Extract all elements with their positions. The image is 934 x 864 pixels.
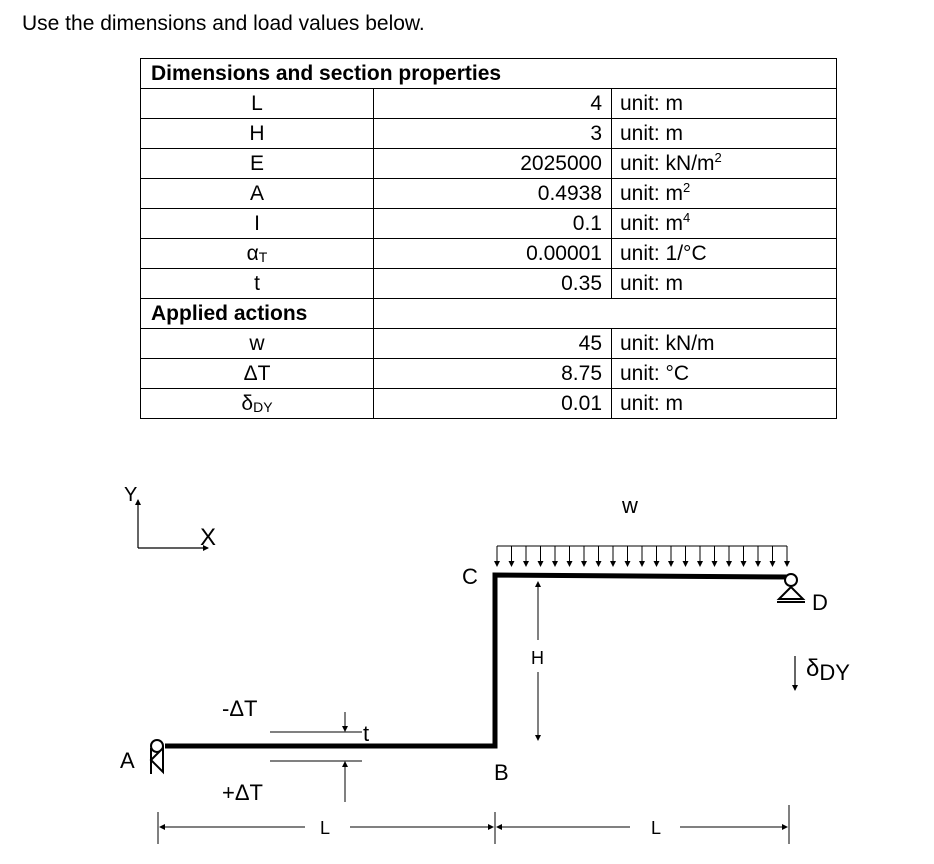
node-a-label: A: [120, 748, 135, 773]
unit-superscript: 4: [683, 209, 691, 225]
frame-members: [165, 575, 789, 746]
node-d-label: D: [812, 590, 828, 615]
symbol-subscript: DY: [253, 398, 273, 415]
node-c-label: C: [462, 564, 478, 589]
minus-delta-t-label: -ΔT: [222, 696, 258, 721]
dim-l-left-label: L: [320, 818, 331, 838]
unit-text: unit: m: [620, 271, 684, 295]
distributed-load: [497, 546, 787, 566]
symbol-cell: E: [141, 149, 374, 179]
symbol-cell: I: [141, 209, 374, 239]
load-w-label: w: [622, 493, 638, 518]
value-cell: 0.35: [374, 269, 612, 299]
section-title-actions: Applied actions: [141, 299, 374, 329]
delta-dy-label: [806, 655, 850, 685]
unit-text: unit: m: [620, 91, 684, 115]
thickness-indicator: [270, 712, 369, 802]
symbol-text: α: [246, 241, 259, 265]
symbol-cell: w: [141, 329, 374, 359]
dim-h-label: H: [531, 648, 544, 668]
symbol-cell: A: [141, 179, 374, 209]
delta-dy-subscript: DY: [819, 660, 850, 685]
dim-l-right-label: L: [651, 818, 662, 838]
unit-text: unit: m: [620, 211, 684, 235]
value-cell: 3: [374, 119, 612, 149]
axis-y-label: Y: [124, 484, 138, 506]
instruction-text: Use the dimensions and load values below.: [22, 12, 425, 35]
value-cell: 0.01: [374, 389, 612, 419]
unit-cell: unit: m: [612, 389, 837, 419]
unit-superscript: 2: [683, 179, 691, 195]
value-cell: 4: [374, 89, 612, 119]
unit-text: unit: kN/m: [620, 151, 715, 175]
dimension-h: [531, 582, 544, 740]
coordinate-axes: [124, 484, 216, 551]
symbol-text: δ: [241, 391, 254, 415]
unit-cell: unit: kN/m: [612, 329, 837, 359]
value-cell: 0.1: [374, 209, 612, 239]
symbol-cell: H: [141, 119, 374, 149]
value-cell: 0.00001: [374, 239, 612, 269]
value-cell: 2025000: [374, 149, 612, 179]
symbol-cell: L: [141, 89, 374, 119]
value-cell: 8.75: [374, 359, 612, 389]
unit-superscript: 2: [714, 149, 722, 165]
dimension-l-right: [497, 805, 789, 844]
symbol-subscript: T: [258, 248, 268, 265]
axis-x-label: X: [200, 524, 217, 551]
unit-text: unit: m: [620, 121, 684, 145]
value-cell: 0.4938: [374, 179, 612, 209]
unit-cell: unit: °C: [612, 359, 837, 389]
support-triangle-d: [779, 587, 803, 599]
unit-text: unit: 1/°C: [620, 241, 707, 265]
section-title-dimensions: Dimensions and section properties: [141, 59, 837, 89]
support-a-pin: [151, 740, 163, 774]
value-cell: 45: [374, 329, 612, 359]
thickness-t-label: t: [363, 721, 370, 746]
node-b-label: B: [494, 760, 509, 785]
symbol-cell: t: [141, 269, 374, 299]
plus-delta-t-label: +ΔT: [222, 780, 263, 805]
symbol-cell: ΔT: [141, 359, 374, 389]
unit-text: unit: m: [620, 181, 684, 205]
pin-hinge-d: [785, 574, 797, 586]
delta-dy-symbol: δ: [806, 655, 820, 682]
dimension-l-left: [158, 812, 495, 844]
